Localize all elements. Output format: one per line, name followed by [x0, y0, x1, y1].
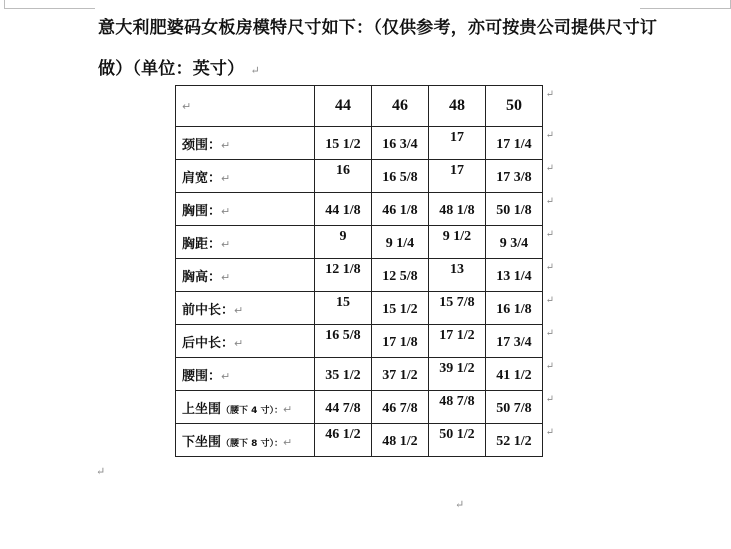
measurement-name: 胸距：	[182, 236, 222, 252]
measurement-value: 9 1/4	[385, 236, 415, 251]
measurement-value-cell	[372, 127, 429, 160]
measurement-name: 腰围：	[182, 368, 222, 384]
paragraph-mark: ↵	[545, 196, 554, 207]
measurement-value-cell	[372, 424, 429, 457]
measurement-value: 52 1/2	[496, 434, 532, 449]
measurement-value: 15	[336, 295, 350, 310]
size-table	[175, 85, 554, 457]
measurement-value: 17 1/8	[382, 335, 418, 350]
paragraph-mark: ↵	[545, 229, 554, 240]
header-corner-cell	[176, 86, 315, 127]
table-row	[176, 325, 543, 358]
paragraph-mark: ↵	[545, 427, 554, 438]
measurement-value-cell	[372, 193, 429, 226]
measurement-value: 17 3/8	[496, 170, 532, 185]
measurement-value: 37 1/2	[382, 368, 418, 383]
header-size-cell	[486, 86, 554, 127]
measurement-name: 下坐围	[182, 434, 222, 450]
measurement-value: 16 1/8	[496, 302, 532, 317]
intro-text-2: 做）（单位：英寸）	[98, 59, 245, 79]
measurement-label	[176, 424, 315, 457]
measurement-value: 46 7/8	[382, 401, 418, 416]
table-row	[176, 358, 543, 391]
measurement-value-cell	[429, 424, 486, 457]
paragraph-mark: ↵	[221, 237, 231, 251]
measurement-value: 46 1/2	[325, 427, 361, 442]
measurement-value: 17 1/2	[439, 328, 475, 343]
measurement-label	[176, 127, 315, 160]
paragraph-mark: ↵	[545, 394, 554, 405]
page-corner-mark-right	[640, 0, 731, 9]
measurement-value-cell	[486, 160, 554, 193]
measurement-value: 50 7/8	[496, 401, 532, 416]
measurement-value: 46 1/8	[382, 203, 418, 218]
header-size-cell	[429, 86, 486, 127]
measurement-value-cell	[372, 226, 429, 259]
paragraph-mark: ↵	[455, 498, 465, 511]
measurement-value-cell	[486, 358, 554, 391]
measurement-label	[176, 226, 315, 259]
page-corner-mark-left	[4, 0, 95, 9]
size-label: 44	[335, 97, 351, 114]
intro-line-2	[98, 54, 260, 79]
measurement-value-cell	[429, 127, 486, 160]
measurement-value-cell	[315, 325, 372, 358]
measurement-name: 颈围：	[182, 137, 222, 153]
measurement-value-cell	[486, 226, 554, 259]
measurement-value: 12 1/8	[325, 262, 361, 277]
measurement-value-cell	[315, 358, 372, 391]
measurement-value: 17 3/4	[496, 335, 532, 350]
measurement-value-cell	[486, 424, 554, 457]
size-label: 46	[392, 97, 408, 114]
paragraph-mark: ↵	[221, 171, 231, 185]
paragraph-mark: ↵	[545, 328, 554, 339]
measurement-value-cell	[486, 391, 554, 424]
measurement-value-cell	[486, 292, 554, 325]
header-size-cell	[372, 86, 429, 127]
measurement-value: 15 1/2	[382, 302, 418, 317]
measurement-value: 9 3/4	[499, 236, 529, 251]
paragraph-mark: ↵	[283, 435, 293, 449]
measurement-label	[176, 193, 315, 226]
measurement-value-cell	[372, 259, 429, 292]
measurement-value: 16 3/4	[382, 137, 418, 152]
measurement-value-cell	[486, 127, 554, 160]
measurement-value-cell	[429, 193, 486, 226]
measurement-value-cell	[315, 160, 372, 193]
paragraph-mark: ↵	[96, 465, 106, 478]
measurement-value-cell	[429, 391, 486, 424]
measurement-value: 41 1/2	[496, 368, 532, 383]
header-size-cell	[315, 86, 372, 127]
measurement-value: 16	[336, 163, 350, 178]
measurement-value: 9	[339, 229, 347, 244]
measurement-value-cell	[315, 127, 372, 160]
table-row	[176, 160, 543, 193]
measurement-value-cell	[372, 292, 429, 325]
table-row	[176, 226, 543, 259]
measurement-note: （腰下 8 寸）：	[221, 438, 284, 449]
paragraph-mark: ↵	[283, 402, 293, 416]
intro-line-1	[98, 13, 657, 38]
measurement-label	[176, 259, 315, 292]
measurement-value: 50 1/8	[496, 203, 532, 218]
paragraph-mark: ↵	[234, 303, 244, 317]
measurement-value: 44 1/8	[325, 203, 361, 218]
paragraph-mark: ↵	[221, 369, 231, 383]
table-row	[176, 292, 543, 325]
measurement-value-cell	[315, 193, 372, 226]
measurement-value: 48 7/8	[439, 394, 475, 409]
measurement-value-cell	[315, 424, 372, 457]
table-row	[176, 193, 543, 226]
paragraph-mark: ↵	[221, 138, 231, 152]
size-label: 50	[506, 97, 522, 114]
size-label: 48	[449, 97, 465, 114]
measurement-value-cell	[315, 292, 372, 325]
measurement-name: 前中长：	[182, 302, 235, 318]
measurement-value: 15 1/2	[325, 137, 361, 152]
measurement-value: 12 5/8	[382, 269, 418, 284]
measurement-name: 后中长：	[182, 335, 235, 351]
measurement-value-cell	[429, 325, 486, 358]
paragraph-mark: ↵	[545, 361, 554, 372]
measurement-value: 17 1/4	[496, 137, 532, 152]
measurement-label	[176, 292, 315, 325]
measurement-value: 17	[450, 163, 464, 178]
measurement-value-cell	[429, 160, 486, 193]
measurement-label	[176, 391, 315, 424]
paragraph-mark: ↵	[545, 295, 554, 306]
measurement-name: 胸围：	[182, 203, 222, 219]
measurement-value-cell	[315, 259, 372, 292]
measurement-value-cell	[429, 226, 486, 259]
measurement-value: 15 7/8	[439, 295, 475, 310]
measurement-value: 17	[450, 130, 464, 145]
measurement-value: 39 1/2	[439, 361, 475, 376]
measurement-value-cell	[315, 391, 372, 424]
table-row	[176, 127, 543, 160]
measurement-value: 50 1/2	[439, 427, 475, 442]
paragraph-mark: ↵	[545, 130, 554, 141]
measurement-value-cell	[372, 391, 429, 424]
measurement-value: 13	[450, 262, 464, 277]
measurement-label	[176, 160, 315, 193]
paragraph-mark: ↵	[545, 89, 554, 100]
measurement-value: 16 5/8	[382, 170, 418, 185]
paragraph-mark: ↵	[545, 262, 554, 273]
measurement-value-cell	[486, 193, 554, 226]
measurement-value-cell	[486, 325, 554, 358]
measurement-value-cell	[429, 292, 486, 325]
measurement-value: 48 1/2	[382, 434, 418, 449]
paragraph-mark: ↵	[221, 270, 231, 284]
measurement-value-cell	[486, 259, 554, 292]
measurement-value-cell	[372, 160, 429, 193]
measurement-value: 16 5/8	[325, 328, 361, 343]
table-row	[176, 259, 543, 292]
measurement-name: 胸高：	[182, 269, 222, 285]
table-row	[176, 424, 543, 457]
measurement-value-cell	[429, 358, 486, 391]
paragraph-mark: ↵	[250, 64, 260, 77]
paragraph-mark: ↵	[182, 99, 192, 113]
measurement-value: 13 1/4	[496, 269, 532, 284]
measurement-value: 35 1/2	[325, 368, 361, 383]
measurement-value-cell	[315, 226, 372, 259]
measurement-value-cell	[372, 358, 429, 391]
measurement-value-cell	[372, 325, 429, 358]
measurement-value: 48 1/8	[439, 203, 475, 218]
paragraph-mark: ↵	[545, 163, 554, 174]
paragraph-mark: ↵	[221, 204, 231, 218]
measurement-value-cell	[429, 259, 486, 292]
measurement-label	[176, 325, 315, 358]
measurement-note: （腰下 4 寸）：	[221, 405, 284, 416]
measurement-label	[176, 358, 315, 391]
measurement-value: 44 7/8	[325, 401, 361, 416]
measurement-name: 上坐围	[182, 401, 222, 417]
table-row	[176, 391, 543, 424]
intro-text-1: 意大利肥婆码女板房模特尺寸如下：（仅供参考，亦可按贵公司提供尺寸订	[98, 18, 658, 38]
paragraph-mark: ↵	[234, 336, 244, 350]
table-header-row	[176, 86, 543, 127]
measurement-name: 肩宽：	[182, 170, 222, 186]
measurement-value: 9 1/2	[442, 229, 472, 244]
